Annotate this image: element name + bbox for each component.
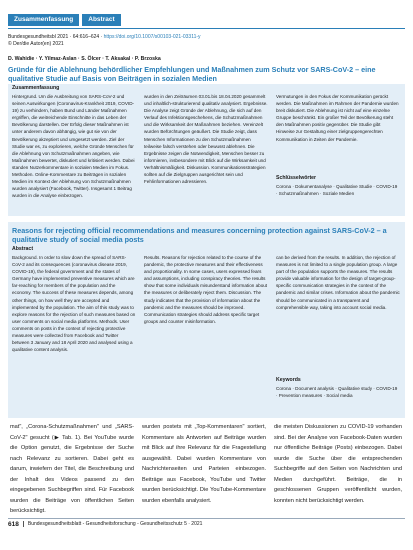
body-text-col2: wurden postets mit „Top-Kommentaren" sortiert, Kommentare als Antworten auf Beiträge wurden mit Blick auf ihre Relevanz für die Fragestellung ausgewählt. Dabei wurden Kommentare von Nachrichtenseiten und Parteien einbezogen. Beiträge aus Facebook, YouTube und Twitter wurden berücksichtigt. Die YouTube-Kommentare wurden ebenfalls analysiert. (142, 424, 266, 504)
english-abstract-col1: Background. In order to slow down the spread of SARS-CoV-2 and its consequences (coronavirus disease 2019, COVID-19), the federal government and the states of Germany have implemented preventive measures which are far-reaching for members of the population and the economy. The success of these measures depends, among other things, on how well they are accepted and implemented by the population. The aim of this study was to explore reasons for the rejection of such measures based on user comments on social media platforms. Methods. User comments on posts in the context of rejecting protective measures were collected from Facebook and Twitter between 3 January and 18 April 2020 and analysed using a qualitative content analysis. (12, 255, 136, 353)
english-abstract-heading: Abstract (12, 246, 34, 252)
footer-journal-name: Bundesgesundheitsblatt - Gesundheitsforschung - Gesundheitsschutz 5 · 2021 (23, 521, 203, 527)
german-keywords-heading: Schlüsselwörter (276, 175, 317, 181)
english-title: Reasons for rejecting official recommendations and measures concerning protection against SARS-CoV-2 – a qualitative study of social media posts (12, 226, 387, 244)
german-abstract-box (8, 84, 405, 216)
german-abstract-col2: wurden in den Zeiträumen 03.01.bis 18.04.2020 gesammelt und inhaltlich-strukturierend qualitativ analysiert. Ergebnisse. Die Analyse zeigt Gründe der Ablehnung, die sich auf den Verlauf des Infektionsgeschehens, die Schutzmaßnahmen und die Wirksamkeit der Maßnahmen beziehen. Vereinzelt wurden Befürchtungen geäußert. Die Studie zeigt, dass Menschen Informationen zu den Schutzmaßnahmen teilweise falsch verstehen oder bewusst ablehnen. Die Ergebnisse zeigen die Notwendigkeit, Menschen besser zu informieren, insbesondere mit Blick auf die Wirksamkeit und Verhältnismäßigkeit. Diskussion. Kommunikationsstrategien sollten auf die Zielgruppen ausgerichtet sein und Fehlinformationen adressieren. (144, 94, 268, 185)
page-number: 618 (8, 520, 19, 528)
tab-abstract[interactable]: Abstract (82, 14, 120, 26)
abstract-tabs (8, 14, 121, 26)
german-keywords: Corona · Dokumentanalyse · Qualitative Studie · COVID-19 · Schutzmaßnahmen · Soziale Medien (276, 184, 398, 197)
english-abstract-col2: Results. Reasons for rejection related to the course of the pandemic, the protective measures and their effectiveness and proportionality. In some cases, users expressed fears and assumptions, including conspiracy theories. The results show that some individuals misunderstand information about the measures or deliberately reject them. Discussion. The study indicates that the provision of information about the pandemic and the measures should be improved. Communication strategies should address specific target groups and counter misinformation. (144, 255, 268, 324)
german-abstract-col3: Vermutungen in den Fokus der Kommunikation gerückt werden. Die Maßnahmen im Rahmen der Pandemie wurden breit diskutiert. Die Ablehnung ist nicht auf eine einzelne Gruppe beschränkt. Ein großer Teil der Bevölkerung steht den Maßnahmen positiv gegenüber. Die Studie gibt Hinweise zur Gestaltung einer zielgruppengerechten Kommunikation in Zeiten der Pandemie. (276, 94, 399, 142)
english-keywords: Corona · Document analysis · Qualitative study · COVID-19 · Prevention measures · Social media (276, 386, 398, 399)
body-text-col1: mat", „Corona-Schutzmaßnahmen" und „SARS-CoV-2" gesucht (▶ Tab. 1). Bei YouTube wurde die Option genutzt, die Ergebnisse der Suche nach Relevanz zu sortieren. Dabei geht es darum, inwiefern der Titel, die Beschreibung und der Inhalt des Videos passend zu den eingegebenen Suchbegriffen sind. Für Facebook wurden die Beiträge von öffentlichen Seiten berücksichtigt. (10, 424, 134, 514)
journal-line: Bundesgesundheitsbl 2021 · 64:616–624 (8, 34, 100, 40)
journal-citation: Bundesgesundheitsbl 2021 · 64:616–624 · https://doi.org/10.1007/s00103-021-03311-y © Der/die Autor(en) 2021 (8, 34, 388, 48)
german-abstract-col1: Hintergrund. Um die Ausbreitung von SARS-CoV-2 und seinen Auswirkungen (Coronavirus-Krankheit 2019, COVID-19) zu verhindern, haben Bund und Länder Maßnahmen ergriffen, die weitreichende Einschnitte in das Leben der Bevölkerung darstellen. Der Erfolg dieser Maßnahmen ist unter anderem davon abhängig, wie gut sie von der Bevölkerung akzeptiert und umgesetzt werden. Ziel der Studie war es, zu explorieren, welche Gründe Menschen für die Ablehnung von Schutzmaßnahmen angeben, wie Maßnahmen bewertet, diskutiert und kritisiert werden. Dabei standen Nutzerkommentare in sozialen Medien im Fokus. Methoden. Online-Kommentare zu Beiträgen in sozialen Medien im Kontext der Ablehnung von Schutzmaßnahmen wurden analysiert (Facebook, Twitter). Insgesamt 1 Beitrag wurden in die Analyse einbezogen. (12, 94, 135, 199)
body-text-col3: die meisten Diskussionen zu COVID-19 vorhanden sind. Bei der Analyse von Facebook-Daten wurden nur öffentliche Beiträge (Posts) einbezogen. Dabei wurde die Suche über die entsprechenden Suchbegriffe auf den Seiten von Nachrichten und Medien durchgeführt. Beiträge, die in geschlossenen Gruppen veröffentlicht wurden, konnten nicht berücksichtigt werden. (274, 424, 402, 504)
german-title: Gründe für die Ablehnung behördlicher Empfehlungen und Maßnahmen zum Schutz vor SARS-CoV-2 – eine qualitative Studie auf Basis von Beiträgen in sozialen Medien (8, 65, 376, 83)
german-abstract-heading: Zusammenfassung (12, 85, 60, 91)
author-list: D. Wahidie · Y. Yilmaz-Aslan · S. Ölcer · T. Aksakal · P. Brzoska (8, 56, 161, 62)
page-footer (8, 519, 202, 529)
english-abstract-col3: can be derived from the results. In addition, the rejection of measures is not limited to a single population group. A large part of the population supports the measures. The results provide valuable information for the design of target-group-specific communication strategies in the context of the pandemic and similar crises. Information about the pandemic should be communicated in a transparent and comprehensible way, taking into account social media. (276, 255, 400, 310)
doi-link[interactable]: https://doi.org/10.1007/s00103-021-03311-y (103, 34, 201, 40)
header-divider (8, 28, 405, 29)
copyright: © Der/die Autor(en) 2021 (8, 41, 64, 47)
english-keywords-heading: Keywords (276, 377, 301, 383)
tab-zusammenfassung[interactable]: Zusammenfassung (8, 14, 79, 26)
